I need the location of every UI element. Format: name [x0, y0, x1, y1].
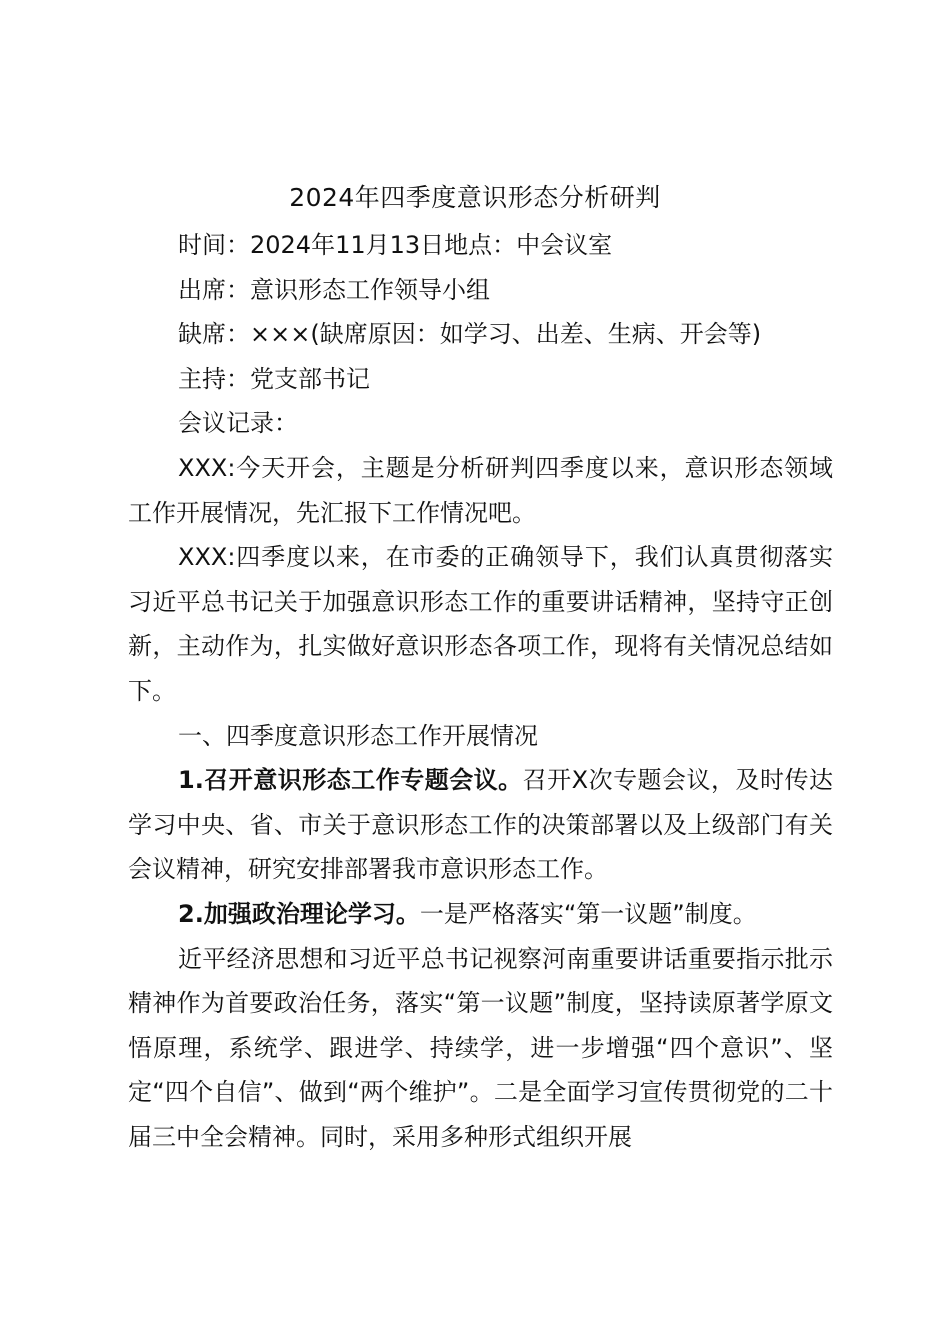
item-2 [128, 892, 833, 937]
item-1-heading: 1.召开意识形态工作专题会议。 [178, 766, 523, 795]
item-2-body: 一是严格落实“第一议题”制度。 [419, 899, 757, 928]
meeting-time: 时间：2024年11月13日地点：中会议室 [178, 231, 613, 259]
paragraph-report: XXX:四季度以来，在市委的正确领导下，我们认真贯彻落实习近平总书记关于加强意识形态工作的重要讲话精神，坚持守正创新，主动作为，扎实做好意识形态各项工作，现将有关情况总结如下。 [128, 543, 833, 705]
document-title: 2024年四季度意识形态分析研判 [289, 183, 661, 212]
minutes-label: 会议记录： [178, 409, 298, 438]
section-heading: 一、四季度意识形态工作开展情况 [178, 721, 538, 750]
item-1-body: 召开X次专题会议，及时传达学习中央、省、市关于意识形态工作的决策部署以及上级部门有关会议精神，研究安排部署我市意识形态工作。 [128, 766, 833, 884]
meeting-host: 主持：党支部书记 [178, 364, 370, 393]
document-body [128, 223, 833, 1159]
meeting-attendees: 出席：意识形态工作领导小组 [178, 275, 490, 304]
paragraph-study: 近平经济思想和习近平总书记视察河南重要讲话重要指示批示精神作为首要政治任务，落实“第一议题”制度，坚持读原著学原文悟原理，系统学、跟进学、持续学，进一步增强“四个意识”、坚定“四个自信”、做到“两个维护”。二是全面学习宣传贯彻党的二十届三中全会精神。同时，采用多种形式组织开展 [128, 944, 833, 1151]
meeting-absentees: 缺席：×××(缺席原因：如学习、出差、生病、开会等) [178, 320, 762, 349]
item-2-heading: 2.加强政治理论学习。 [178, 899, 420, 928]
item-1 [128, 758, 833, 892]
paragraph-opening: XXX:今天开会，主题是分析研判四季度以来，意识形态领域工作开展情况，先汇报下工作情况吧。 [128, 453, 833, 527]
